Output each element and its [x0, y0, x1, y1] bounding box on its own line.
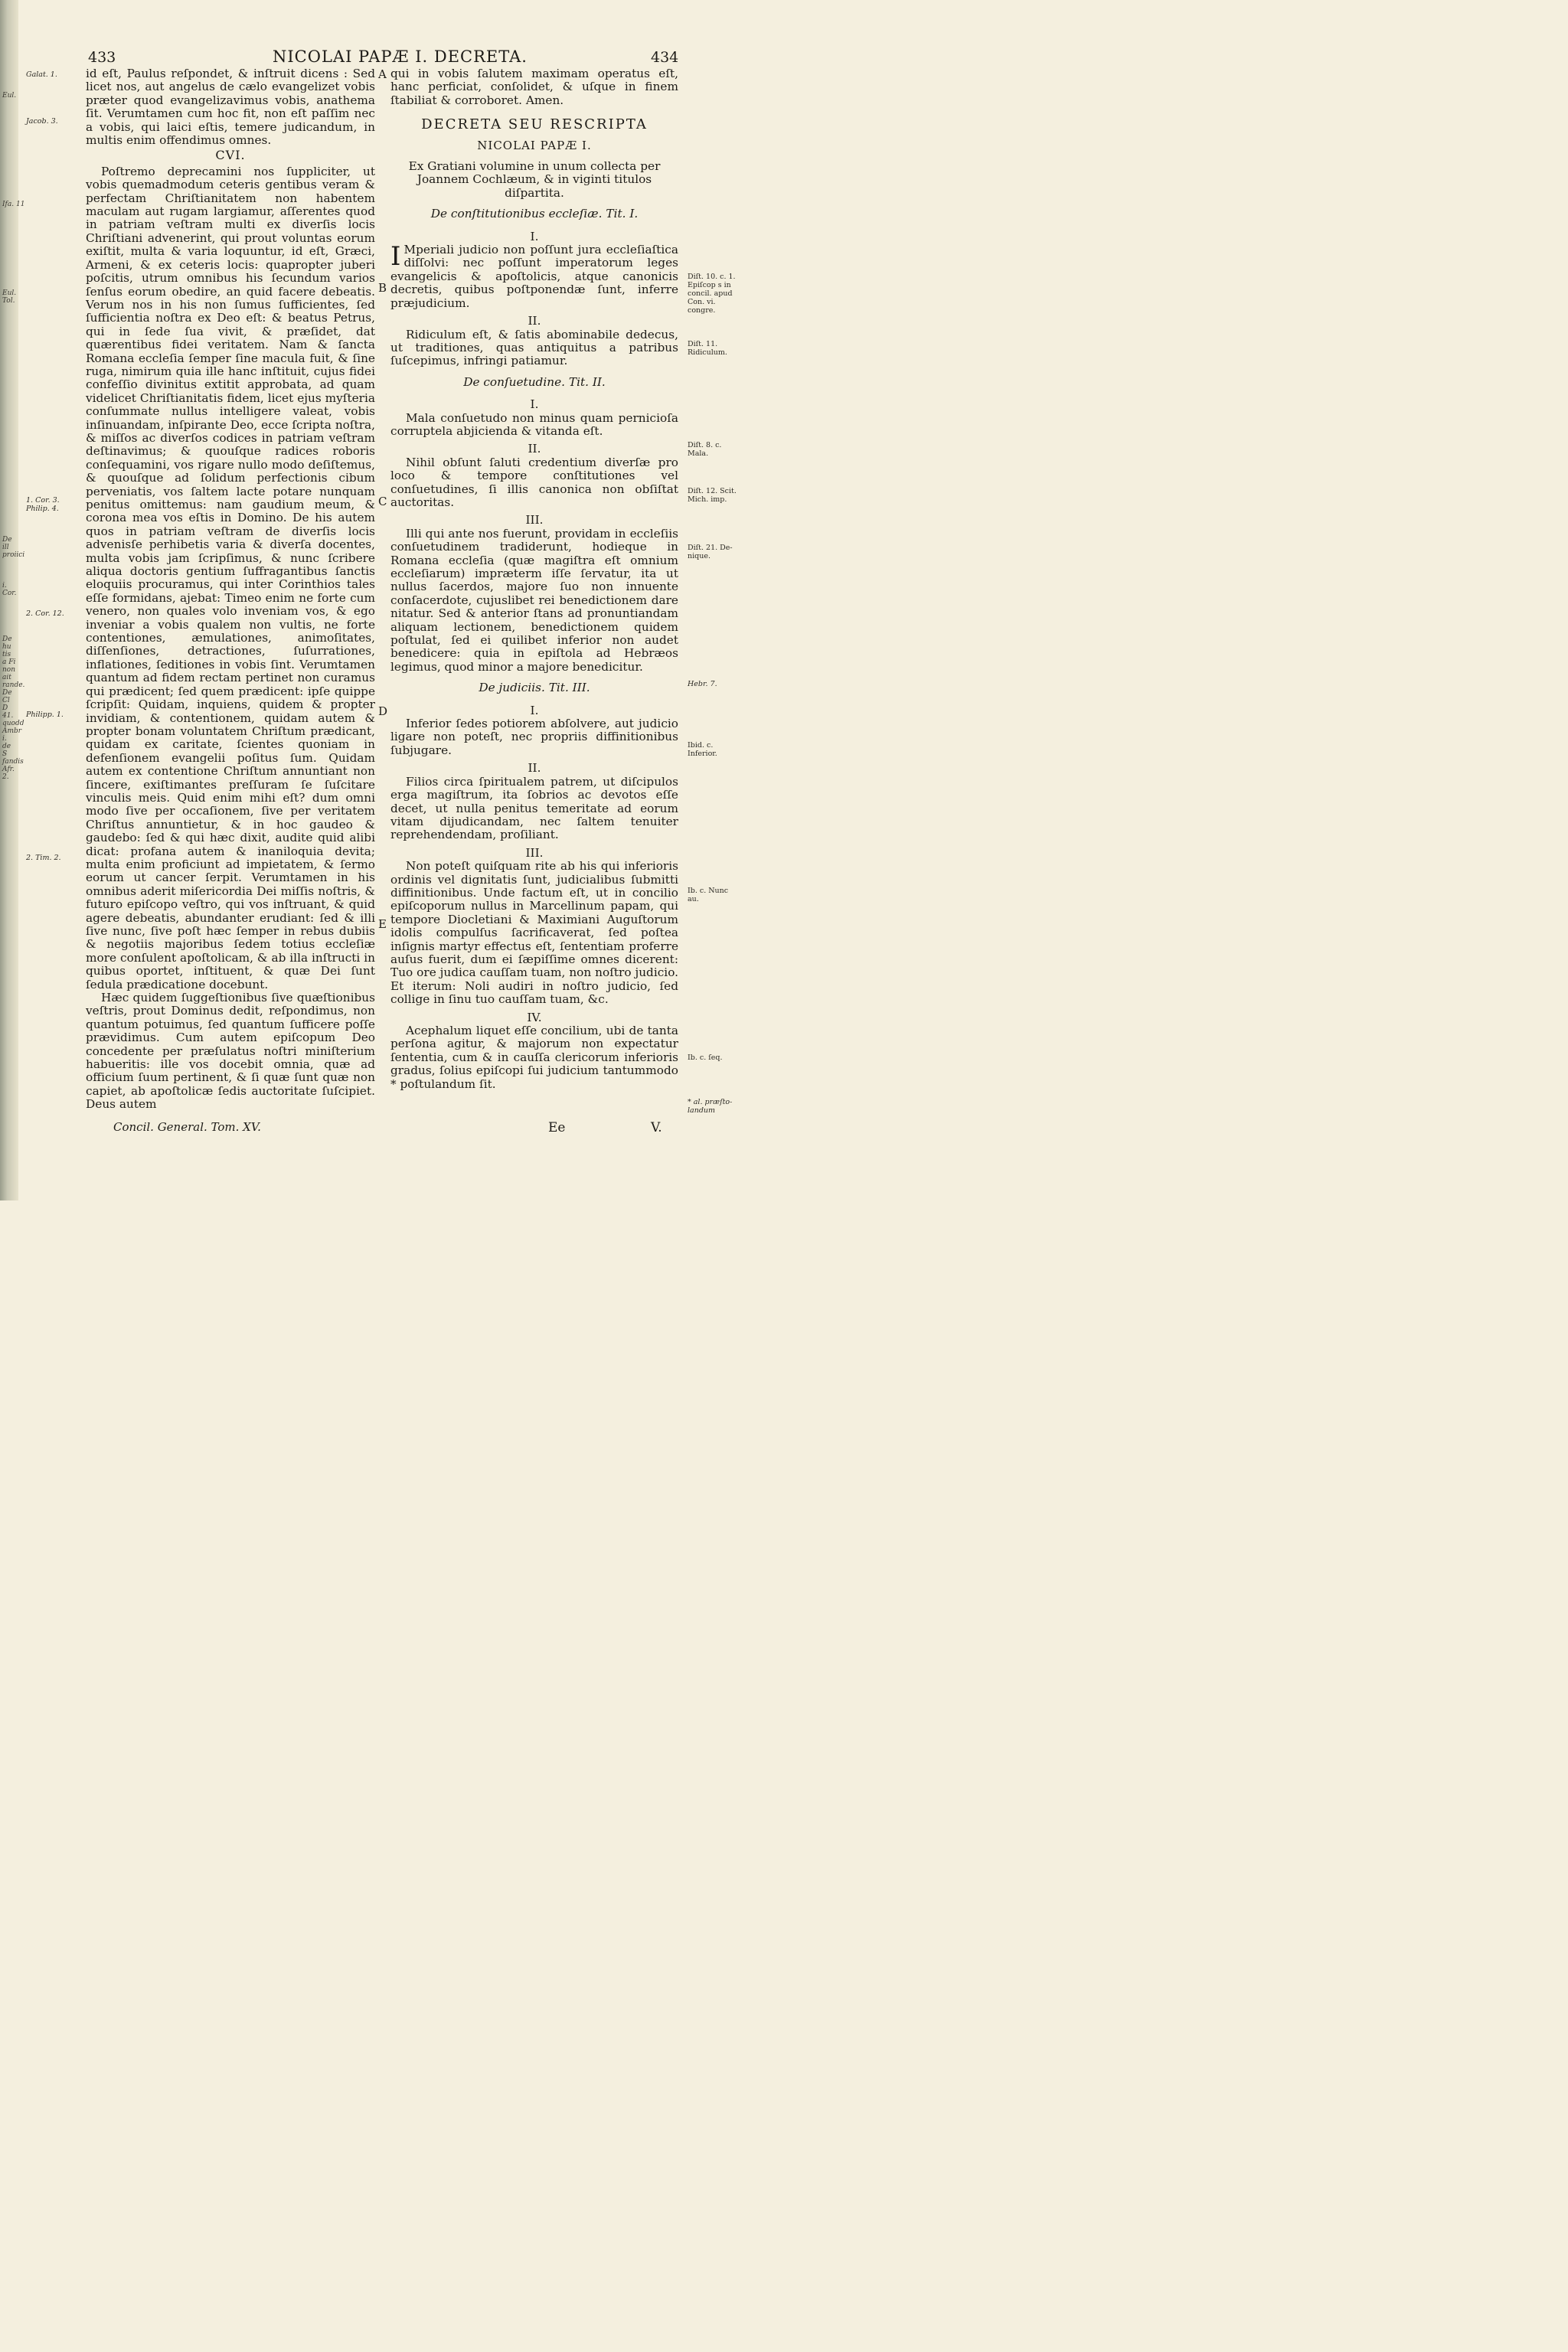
title-heading: De conſuetudine. Tit. II.	[463, 374, 606, 389]
section-letter: D	[378, 704, 388, 718]
decree-text: Mala conſuetudo non minus quam pernicioſa corruptela abjicienda & vitanda eſt.	[390, 410, 678, 438]
decree-text: Nihil obſunt ſaluti credentium diverſæ pro loco & tempore conſtitutiones vel conſuetudines, ſi illis canonica non obſiſtat auctoritas.	[390, 455, 678, 509]
item-number: II.	[528, 314, 541, 328]
margin-note: Galat. 1.	[26, 70, 57, 79]
margin-note: Ib. c. Nunc au.	[688, 887, 729, 903]
item-number: II.	[528, 761, 541, 776]
decree-text: Illi qui ante nos fuerunt, providam in eccleſiis conſuetudinem tradiderunt, hodieque in Romana eccleſia (quæ magiſtra eſt omnium eccleſiarum) impræterm iſſe ſervatur, ita ut nullus ſacerdos, majore ſuo non innuente conſacerdote, cujuslibet rei benedictionem dare nitatur. Sed & anterior ſtans ad pronuntiandam aliquam lectionem, benedictionem quidem poſtulat, ſed ei quilibet inferior non audet benedicere: quia in epiſtola ad Hebræos legimus, quod minor a majore benedicitur.	[390, 526, 678, 674]
drop-capital: I	[390, 241, 401, 273]
footer-gathering: V.	[651, 1120, 662, 1135]
page-number-left: 433	[88, 49, 116, 66]
margin-note: 1. Cor. 3. Philip. 4.	[26, 496, 60, 513]
decree-item	[390, 243, 678, 310]
gutter-fragment: De ill proiici	[2, 536, 25, 559]
gutter-fragment: Ifa. 11	[2, 201, 25, 208]
right-intro: qui in vobis ſalutem maximam operatus eſt, hanc perficiat, conſolidet, & uſque in finem ſtabiliat & corroboret. Amen.	[390, 67, 678, 107]
right-column	[390, 67, 678, 1091]
source-note: Ex Gratiani volumine in unum collecta per Joannem Cochlæum, & in viginti titulos diſpartita.	[408, 159, 661, 200]
decree-text: Inferior ſedes potiorem abſolvere, aut judicio ligare non poteſt, nec propriis diffinitionibus ſubjugare.	[390, 717, 678, 757]
margin-note: Diſt. 11. Ridiculum.	[688, 340, 727, 357]
margin-note: Ibid. c. Inferior.	[688, 741, 717, 758]
section-letter: A	[378, 67, 387, 81]
decree-text: Mperiali judicio non poſſunt jura eccleſiaſtica diſſolvi: nec poſſunt imperatorum leges evangelicis & apoſtolicis, atque canonicis decretis, quibus poſtponendæ ſunt, inferre præjudicium.	[390, 243, 678, 310]
section-letter: C	[378, 495, 387, 508]
section-numeral: CVI.	[215, 148, 246, 163]
margin-note: Ib. c. ſeq.	[688, 1054, 723, 1062]
margin-note: Diſt. 8. c. Mala.	[688, 441, 722, 458]
item-number: I.	[530, 703, 539, 717]
footer-volume: Concil. General. Tom. XV.	[113, 1120, 261, 1134]
margin-note: 2. Tim. 2.	[26, 854, 61, 862]
gutter-fragment: Eul. Tol.	[2, 289, 17, 305]
decreta-heading: DECRETA SEU RESCRIPTA	[421, 116, 648, 133]
gutter-fragment: Eul.	[2, 92, 17, 100]
margin-note: Hebr. 7.	[688, 680, 717, 688]
item-number: IV.	[527, 1010, 542, 1024]
margin-note: Diſt. 21. De-nique.	[688, 544, 733, 560]
margin-note: 2. Cor. 12.	[26, 609, 64, 618]
left-paragraph: Poſtremo deprecamini nos ſuppliciter, ut vobis quemadmodum ceteris gentibus veram & perfectam Chriſtianitatem non habentem maculam aut rugam largiamur, aſſerentes quod in patriam veſtram multi ex diverſis locis Chriſtiani advenerint, qui prout voluntas eorum exiſtit, multa & varia loquuntur, id eſt, Græci, Armeni, & ex ceteris locis: quapropter juberi poſcitis, utrum omnibus his ſecundum varios ſenſus eorum obedire, an quid facere debeatis. Verum nos in his non ſumus ſufficientes, ſed ſufficientia noſtra ex Deo eſt: & beatus Petrus, qui in ſede ſua vivit, & præſidet, dat quærentibus fidei veritatem. Nam & ſancta Romana eccleſia ſemper ſine macula fuit, & ſine ruga, nimirum quia ille hanc inſtituit, cujus fidei confeſſio divinitus extitit approbata, ad quam videlicet Chriſtianitatis fidem, licet ejus myſteria conſummate nullus intelligere valeat, vobis inſinuandam, inſpirante Deo, ecce ſcripta noſtra, & miſſos ac diverſos codices in patriam veſtram deſtinavimus; & quouſque radices roboris conſequamini, vos rigare nullo modo deſiſtemus, & quouſque ad ſolidum perfectionis cibum perveniatis, vos ſaltem lacte potare nunquam penitus omittemus: nam gaudium meum, & corona mea vos eſtis in Domino. De his autem quos in patriam veſtram de diverſis locis advenisſe perhibetis varia & diverſa docentes, multa vobis jam ſcripſimus, & nunc ſcribere aliqua doctoris gentium ſuffragantibus ſanctis eloquiis procuramus, qui inter Corinthios tales eſſe formidans, ajebat: Timeo enim ne forte cum venero, non quales volo inveniam vos, & ego inveniar a vobis qualem non vultis, ne forte contentiones, æmulationes, animoſitates, diſſenſiones, detractiones, ſuſurrationes, inflationes, ſeditiones in vobis ſint. Verumtamen quantum ad fidem rectam pertinet non curamus qui prædicent; ſed quem prædicent: ipſe quippe ſcripſit: Quidam, inquiens, quidem & propter invidiam, & contentionem, quidam autem & propter bonam voluntatem Chriſtum prædicant, quidam ex caritate, ſcientes quoniam in defenſionem evangelii poſitus ſum. Quidam autem ex contentione Chriſtum annuntiant non ſincere, exiſtimantes preſſuram ſe ſuſcitare vinculis meis. Quid enim mihi eſt? dum omni modo ſive per occaſionem, ſive per veritatem Chriſtus annuntietur, & in hoc gaudeo & gaudebo: ſed & qui hæc dixit, audite quid alibi dicat: profana autem & inaniloquia devita; multa enim proficiunt ad impietatem, & ſermo eorum ut cancer ſerpit. Verumtamen in his omnibus aderit miſericordia Dei miſſis noſtris, & futuro epiſcopo veſtro, qui vos inſtruant, & quid agere debeatis, abundanter erudiant: ſed & illi ſive nunc, ſive poſt hæc ſemper in rebus dubiis & negotiis majoribus ſedem totius eccleſiæ more conſulent apoſtolicam, & ab illa inſtructi in quibus oportet, inſtituent, & quæ Dei ſunt ſedula prædicatione docebunt.	[86, 164, 375, 991]
margin-note: Diſt. 12. Scit. Mich. imp.	[688, 487, 737, 504]
title-heading: De conſtitutionibus eccleſiæ. Tit. I.	[430, 207, 639, 221]
decree-text: Non poteſt quiſquam rite ab his qui inferioris ordinis vel dignitatis ſunt, judicialibus ſubmitti diffinitionibus. Unde factum eſt, ut in concilio epiſcoporum nullus in Marcellinum papam, qui tempore Diocletiani & Maximiani Auguſtorum idolis compulſus ſacrificaverat, ſed poſtea inſignis martyr effectus eſt, ſententiam proferre auſus fuerit, dum ei ſæpiſſime omnes dicerent: Tuo ore judica cauſſam tuam, non noſtro judicio. Et iterum: Noli audiri in noſtro judicio, ſed collige in ſinu tuo cauſſam tuam, &c.	[390, 859, 678, 1007]
footer-signature: Ee	[548, 1120, 566, 1135]
running-head: NICOLAI PAPÆ I. DECRETA.	[273, 47, 528, 66]
page-number-right: 434	[651, 49, 679, 66]
decree-text: Acephalum liquet eſſe concilium, ubi de tanta perſona agitur, & majorum non expectatur ſententia, cum & in cauſſa clericorum inferioris gradus, ſolius epiſcopi ſui judicium tantummodo * poſtulandum ſit.	[390, 1024, 678, 1091]
gutter-fragment: i. Cor.	[2, 582, 17, 597]
margin-note: Philipp. 1.	[26, 710, 64, 719]
title-heading: De judiciis. Tit. III.	[479, 681, 590, 695]
margin-note: Jacob. 3.	[26, 117, 58, 126]
left-intro: id eſt, Paulus reſpondet, & inſtruit dicens : Sed licet nos, aut angelus de cælo evangelizet vobis præter quod evangelizavimus vobis, anathema ſit. Verumtamen cum hoc fit, non eſt paſſim nec a vobis, qui laici eſtis, temere judicandum, in multis enim offendimus omnes.	[86, 67, 375, 148]
decree-text: Ridiculum eſt, & ſatis abominabile dedecus, ut traditiones, quas antiquitus a patribus ſuſcepimus, infringi patiamur.	[390, 327, 678, 368]
margin-note: * al. præſto-landum	[688, 1098, 733, 1115]
item-number: II.	[528, 442, 541, 456]
decreta-subheading: NICOLAI PAPÆ I.	[477, 138, 592, 152]
left-paragraph: Hæc quidem ſuggeſtionibus ſive quæſtionibus veſtris, prout Dominus dedit, reſpondimus, non quantum potuimus, ſed quantum ſufficere poſſe prævidimus. Cum autem epiſcopum Deo concedente per præſulatus noſtri miniſterium habueritis: ille vos docebit omnia, quæ ad officium ſuum pertinent, & ſi quæ ſunt quæ non capiet, ab apoſtolicæ ſedis auctoritate ſuſcipiet. Deus autem	[86, 991, 375, 1112]
gutter-fragment: De hu tis a Fi non ait rande. De Cl D 41. quodd Ambr i. de S fandis Afr. 2.	[2, 635, 25, 781]
item-number: III.	[525, 845, 544, 860]
section-letter: B	[378, 281, 387, 295]
section-letter: E	[378, 917, 387, 931]
decree-text: Filios circa ſpiritualem patrem, ut diſcipulos erga magiſtrum, ita ſobrios ac devotos eſſe decet, ut nulla penitus temeritate ad eorum vitam dijudicandam, nec ſaltem tenuiter reprehendendam, proſiliant.	[390, 774, 678, 842]
item-number: I.	[530, 397, 539, 412]
margin-note: Diſt. 10. c. 1. Epiſcop s in concil. apud Con. vi. congre.	[688, 273, 736, 315]
item-number: I.	[530, 229, 539, 243]
item-number: III.	[525, 513, 544, 528]
left-column	[86, 67, 375, 1112]
binding-gutter	[0, 0, 25, 1200]
